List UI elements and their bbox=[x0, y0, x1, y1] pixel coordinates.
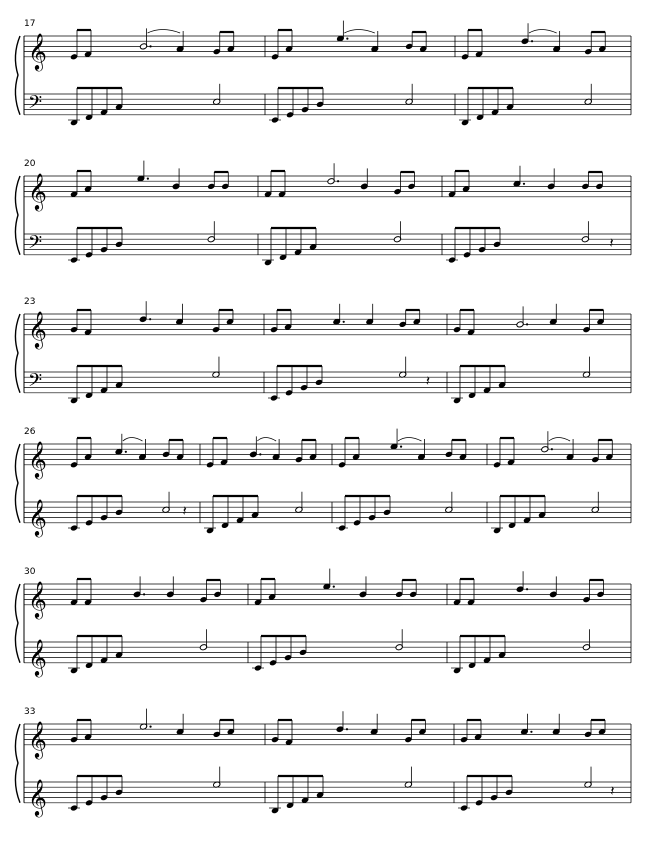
measure-number: 20 bbox=[24, 159, 36, 169]
augmentation-dot bbox=[149, 318, 151, 320]
treble-staff bbox=[24, 444, 631, 465]
lower-staff bbox=[24, 94, 631, 115]
augmentation-dot bbox=[551, 448, 553, 450]
augmentation-dot bbox=[400, 446, 402, 448]
brace bbox=[15, 724, 20, 803]
augmentation-dot bbox=[346, 728, 348, 730]
tie bbox=[257, 438, 276, 442]
quarter-rest-icon: 𝄽 bbox=[425, 373, 431, 390]
lower-staff bbox=[24, 642, 631, 663]
treble-clef-icon: 𝄞 bbox=[28, 31, 47, 70]
treble-clef-icon: 𝄞 bbox=[28, 719, 47, 758]
quarter-rest-icon: 𝄽 bbox=[610, 783, 615, 800]
bass-clef-icon: 𝄢 bbox=[28, 370, 43, 396]
lower-staff bbox=[24, 372, 631, 393]
augmentation-dot bbox=[526, 588, 528, 590]
treble-clef-icon: 𝄞 bbox=[28, 497, 47, 536]
augmentation-dot bbox=[259, 453, 261, 455]
brace bbox=[15, 444, 20, 523]
augmentation-dot bbox=[346, 38, 348, 40]
augmentation-dot bbox=[530, 731, 532, 733]
quarter-rest-icon: 𝄽 bbox=[182, 503, 187, 520]
lower-staff bbox=[24, 502, 631, 523]
tie bbox=[344, 30, 374, 34]
treble-clef-icon: 𝄞 bbox=[28, 439, 47, 478]
tie bbox=[398, 438, 421, 442]
brace bbox=[15, 314, 20, 393]
system-6 bbox=[15, 707, 631, 817]
brace bbox=[15, 176, 20, 255]
measure-number: 26 bbox=[24, 427, 36, 437]
augmentation-dot bbox=[149, 726, 151, 728]
treble-staff bbox=[24, 176, 631, 197]
measure-number: 17 bbox=[24, 19, 36, 29]
tie bbox=[123, 438, 143, 442]
measure-number: 23 bbox=[24, 297, 36, 307]
augmentation-dot bbox=[526, 323, 528, 325]
brace bbox=[15, 584, 20, 663]
augmentation-dot bbox=[531, 40, 533, 42]
augmentation-dot bbox=[143, 593, 145, 595]
treble-clef-icon: 𝄞 bbox=[28, 777, 47, 816]
treble-clef-icon: 𝄞 bbox=[28, 309, 47, 348]
brace bbox=[15, 36, 20, 115]
lower-staff bbox=[24, 782, 631, 803]
lower-staff bbox=[24, 234, 631, 255]
system-1 bbox=[15, 19, 631, 126]
system-4 bbox=[15, 427, 631, 537]
bass-clef-icon: 𝄢 bbox=[28, 232, 43, 258]
tie bbox=[549, 438, 570, 442]
system-2 bbox=[15, 159, 631, 266]
system-3 bbox=[15, 297, 631, 404]
treble-staff bbox=[24, 36, 631, 57]
augmentation-dot bbox=[333, 586, 335, 588]
measure-number: 30 bbox=[24, 567, 36, 577]
augmentation-dot bbox=[343, 321, 345, 323]
augmentation-dot bbox=[147, 178, 149, 180]
treble-clef-icon: 𝄞 bbox=[28, 171, 47, 210]
treble-staff bbox=[24, 724, 631, 745]
quarter-rest-icon: 𝄽 bbox=[609, 235, 614, 252]
treble-staff bbox=[24, 314, 631, 335]
treble-clef-icon: 𝄞 bbox=[28, 637, 47, 676]
measure-number: 33 bbox=[24, 707, 36, 717]
system-5 bbox=[15, 567, 631, 677]
augmentation-dot bbox=[125, 451, 127, 453]
augmentation-dot bbox=[337, 180, 339, 182]
augmentation-dot bbox=[523, 183, 525, 185]
tie bbox=[148, 30, 181, 34]
treble-clef-icon: 𝄞 bbox=[28, 579, 47, 618]
augmentation-dot bbox=[149, 45, 151, 47]
tie bbox=[529, 30, 557, 34]
bass-clef-icon: 𝄢 bbox=[28, 92, 43, 118]
